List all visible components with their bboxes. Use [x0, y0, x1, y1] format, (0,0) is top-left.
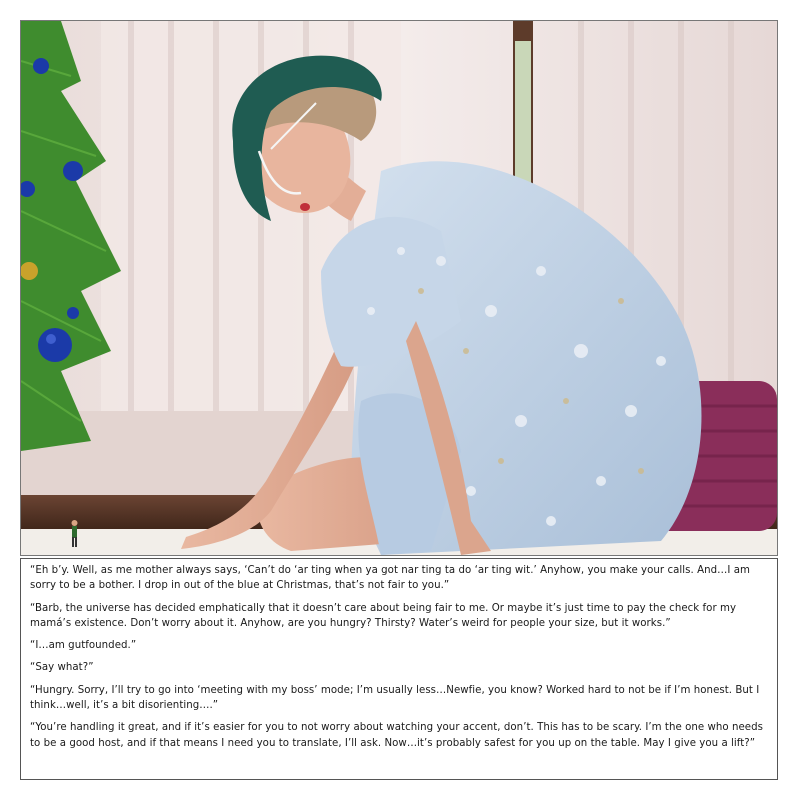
dialogue-paragraph: “Hungry. Sorry, I’ll try to go into ‘meeting with my boss’ mode; I’m usually less…Newfie, you know? Worked hard to not be if I’m honest. But I think…well, it’s a bit disorienting….” [30, 684, 760, 712]
dialogue-paragraph: “I…am gutfounded.” [30, 640, 137, 652]
ornament-blue [33, 58, 49, 74]
scene-artwork [21, 21, 777, 555]
ornament-blue [38, 328, 72, 362]
dialogue-paragraph: “You’re handling it great, and if it’s easier for you to not worry about watching your accent, don’t. This has to be scary. I’m the one who needs to be a good host, and if that means I need you to translate, I’ll ask. Now…it’s probably safest for you up on the table. May I give you a lift?” [30, 722, 763, 749]
ornament-blue [63, 161, 83, 181]
dialogue-paragraph: “Barb, the universe has decided emphatically that it doesn’t care about being fair to me. Or maybe it’s just time to pay the check for my mamá’s existence. Don’t worry about it. Anyhow, are you hungry? Thirsty? Water’s weird for people your size, but it works.” [30, 602, 737, 629]
comic-panel-illustration [20, 20, 778, 556]
dialogue-paragraph: “Say what?” [30, 662, 94, 674]
dialogue-caption-box [20, 558, 778, 780]
ornament-blue [67, 307, 79, 319]
dialogue-paragraph: “Eh b’y. Well, as me mother always says, ‘Can’t do ‘ar ting when ya got nar ting ta do ‘ar ting wit.’ Anyhow, you make your calls. And…I am sorry to be a bother. I drop in out of the blue at Christmas, that’s not fair to you.” [30, 565, 750, 592]
